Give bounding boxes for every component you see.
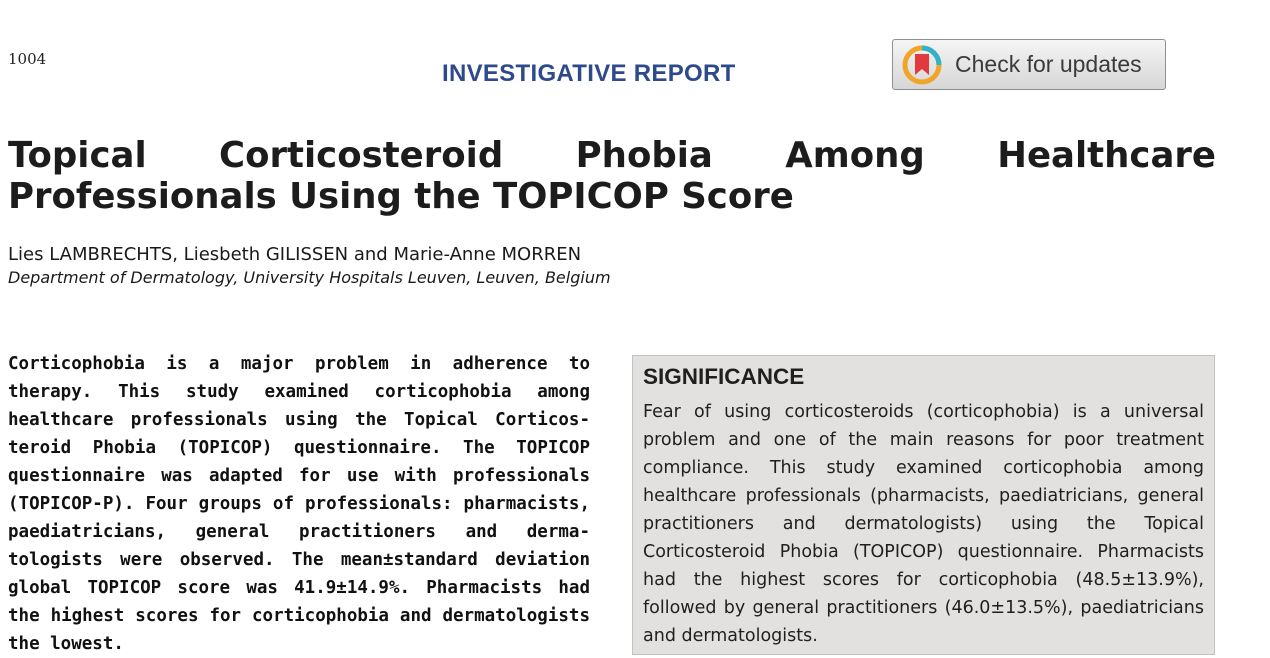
page-number: 1004 <box>8 50 47 68</box>
significance-text: Fear of using corticosteroids (corticophobia) is a universal problem and one of the main reasons for poor treatment compliance. This study examined corticophobia among healthcare professionals (pharmacists, paediatricians, general practitioners and dermatologists) using the Topical Corticosteroid Phobia (TOPICOP) questionnaire. Pharmacists had the highest scores for corticophobia (48.5±13.9%), followed by general practitioners (46.0±13.5%), paediatricians and dermatologists. <box>643 402 1204 646</box>
check-for-updates-button[interactable] <box>892 39 1166 90</box>
author-list: Lies LAMBRECHTS, Liesbeth GILISSEN and Marie-Anne MORREN <box>8 244 582 265</box>
section-label: INVESTIGATIVE REPORT <box>442 60 736 87</box>
article-title: Topical Corticosteroid Phobia Among Healthcare Professionals Using the TOPICOP Score <box>8 135 1216 217</box>
check-updates-label: Check for updates <box>955 51 1142 77</box>
abstract-text: Corticophobia is a major problem in adherence to therapy. This study examined corticophobia among healthcare professionals using the Topical Corticosteroid Phobia (TOPICOP) questionnaire. The TOPICOP questionnaire was adapted for use with professionals (TOPICOP-P). Four groups of professionals: pharmacists, paediatricians, general practitioners and dermatologists were observed. The mean±standard deviation global TOPICOP score was 41.9±14.9%. Pharmacists had the highest scores for corticophobia and dermatologists the lowest. <box>8 354 590 654</box>
author-affiliation: Department of Dermatology, University Hospitals Leuven, Leuven, Belgium <box>8 268 611 287</box>
check-updates-icon <box>902 45 942 85</box>
significance-box <box>632 355 1215 655</box>
significance-heading: SIGNIFICANCE <box>643 364 805 389</box>
